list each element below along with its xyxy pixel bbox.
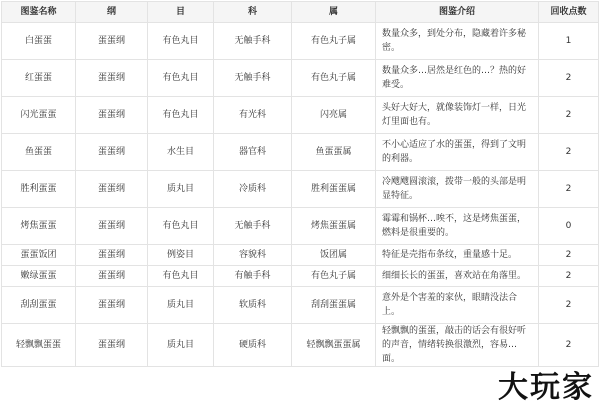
cell-genus: 鱼蛋蛋属 [292, 134, 376, 171]
cell-genus: 有色丸子属 [292, 266, 376, 287]
cell-name: 鱼蛋蛋 [2, 134, 76, 171]
table-row [2, 97, 599, 134]
cell-name: 白蛋蛋 [2, 23, 76, 60]
cell-description: 特征是壳指布条纹，重量感十足。 [376, 245, 539, 266]
header-genus: 属 [292, 2, 376, 23]
cell-class: 蛋蛋纲 [76, 171, 148, 208]
cell-class: 蛋蛋纲 [76, 60, 148, 97]
cell-order: 有色丸目 [148, 208, 214, 245]
cell-family: 硬质科 [214, 324, 292, 367]
table-row [2, 208, 599, 245]
cell-order: 水生目 [148, 134, 214, 171]
cell-points: 2 [539, 134, 599, 171]
cell-description: 数量众多…居然是红色的…？热的好难受。 [376, 60, 539, 97]
table-row [2, 245, 599, 266]
cell-name: 烤焦蛋蛋 [2, 208, 76, 245]
cell-genus: 闪亮属 [292, 97, 376, 134]
cell-name: 嫩绿蛋蛋 [2, 266, 76, 287]
cell-name: 闪光蛋蛋 [2, 97, 76, 134]
cell-genus: 胜利蛋蛋属 [292, 171, 376, 208]
cell-genus: 有色丸子属 [292, 60, 376, 97]
cell-family: 器官科 [214, 134, 292, 171]
cell-points: 2 [539, 60, 599, 97]
cell-class: 蛋蛋纲 [76, 208, 148, 245]
header-class: 纲 [76, 2, 148, 23]
cell-description: 霉霉和锅杯…唉不，这是烤焦蛋蛋，燃料是很重要的。 [376, 208, 539, 245]
cell-description: 轻飘飘的蛋蛋，敲击的话会有很好听的声音，情绪转换很激烈，容易…面。 [376, 324, 539, 367]
cell-genus: 轻飘飘蛋蛋属 [292, 324, 376, 367]
cell-order: 质丸目 [148, 171, 214, 208]
cell-genus: 饭团属 [292, 245, 376, 266]
table-row [2, 134, 599, 171]
cell-description: 意外是个害羞的家伙，眼睛没法合上。 [376, 287, 539, 324]
cell-description: 数量众多，到处分布，隐藏着许多秘密。 [376, 23, 539, 60]
table-row [2, 171, 599, 208]
cell-points: 2 [539, 245, 599, 266]
cell-description: 冷飕飕圆滚滚，拨带一般的头部是明显特征。 [376, 171, 539, 208]
cell-points: 2 [539, 324, 599, 367]
cell-points: 0 [539, 208, 599, 245]
cell-genus: 烤焦蛋蛋属 [292, 208, 376, 245]
cell-points: 1 [539, 23, 599, 60]
cell-class: 蛋蛋纲 [76, 245, 148, 266]
cell-genus: 有色丸子属 [292, 23, 376, 60]
cell-class: 蛋蛋纲 [76, 266, 148, 287]
header-description: 图鉴介绍 [376, 2, 539, 23]
cell-order: 有色丸目 [148, 266, 214, 287]
cell-order: 例姿目 [148, 245, 214, 266]
cell-class: 蛋蛋纲 [76, 23, 148, 60]
cell-points: 2 [539, 97, 599, 134]
cell-family: 冷质科 [214, 171, 292, 208]
cell-family: 无触手科 [214, 23, 292, 60]
cell-name: 红蛋蛋 [2, 60, 76, 97]
cell-family: 有触手科 [214, 266, 292, 287]
table-row [2, 60, 599, 97]
cell-points: 2 [539, 171, 599, 208]
cell-name: 刮刮蛋蛋 [2, 287, 76, 324]
cell-class: 蛋蛋纲 [76, 324, 148, 367]
cell-order: 有色丸目 [148, 97, 214, 134]
cell-class: 蛋蛋纲 [76, 97, 148, 134]
cell-name: 胜利蛋蛋 [2, 171, 76, 208]
cell-family: 软质科 [214, 287, 292, 324]
table-row [2, 324, 599, 367]
cell-description: 细细长长的蛋蛋，喜欢站在角落里。 [376, 266, 539, 287]
cell-order: 有色丸目 [148, 60, 214, 97]
cell-name: 轻飘飘蛋蛋 [2, 324, 76, 367]
header-name: 图鉴名称 [2, 2, 76, 23]
header-family: 科 [214, 2, 292, 23]
cell-class: 蛋蛋纲 [76, 287, 148, 324]
cell-family: 容貌科 [214, 245, 292, 266]
table-header-row [2, 2, 599, 23]
cell-family: 无触手科 [214, 60, 292, 97]
header-order: 目 [148, 2, 214, 23]
table-row [2, 23, 599, 60]
cell-points: 2 [539, 287, 599, 324]
cell-family: 无触手科 [214, 208, 292, 245]
egg-encyclopedia-table [1, 1, 599, 367]
cell-family: 有光科 [214, 97, 292, 134]
table-row [2, 266, 599, 287]
cell-description: 不小心适应了水的蛋蛋，得到了文明的利器。 [376, 134, 539, 171]
cell-class: 蛋蛋纲 [76, 134, 148, 171]
table-row [2, 287, 599, 324]
cell-order: 质丸目 [148, 324, 214, 367]
watermark-logo: 大玩家 [498, 370, 594, 405]
cell-description: 头好大好大，就像装饰灯一样，日光灯里面也有。 [376, 97, 539, 134]
cell-points: 2 [539, 266, 599, 287]
cell-name: 蛋蛋饭团 [2, 245, 76, 266]
cell-genus: 刮刮蛋蛋属 [292, 287, 376, 324]
cell-order: 质丸目 [148, 287, 214, 324]
header-points: 回收点数 [539, 2, 599, 23]
cell-order: 有色丸目 [148, 23, 214, 60]
